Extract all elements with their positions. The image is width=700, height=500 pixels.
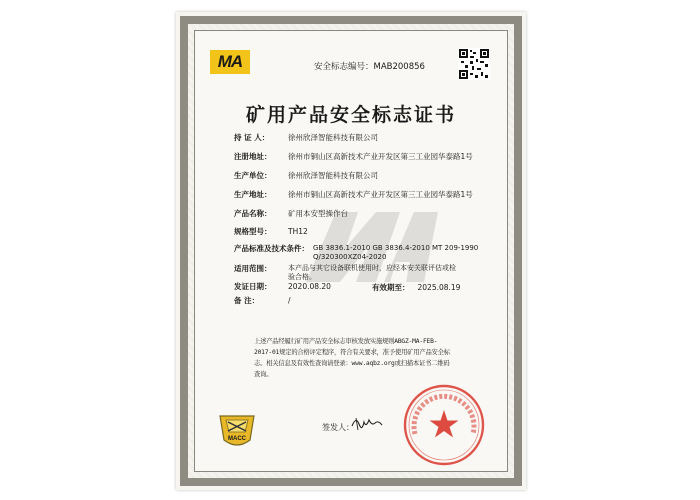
field-label: 产品名称： <box>234 209 272 218</box>
field-issue-date <box>234 282 331 292</box>
compliance-notice: 上述产品经履行矿用产品安全标志审核发放实施规则ABGZ-MA-FEB-2017-01规定的合格评定程序，符合有关要求，准予使用矿用产品安全标志。相关信息及有效性查询请登录：www.aqbz.org或扫描本证书二维码查询。 <box>254 338 450 378</box>
field-value: 徐州欣泽智能科技有限公司 <box>288 133 378 142</box>
field-label: 持 证 人： <box>234 133 270 142</box>
valid-until-value: 2025.08.19 <box>417 283 461 292</box>
valid-until-label: 有效期至： <box>372 283 410 292</box>
field-label: 备 注： <box>234 296 260 305</box>
field-label: 产品标准及技术条件： <box>234 244 309 253</box>
field-label: 适用范围： <box>234 264 272 273</box>
qr-code-icon[interactable] <box>458 48 490 80</box>
field-registered-address <box>234 152 473 162</box>
cert-number-line <box>314 60 425 72</box>
field-value: 本产品与其它设备联机使用时，应经本安关联评估或检验合格。 <box>288 264 456 281</box>
field-production-address <box>234 190 473 200</box>
field-label: 发证日期： <box>234 282 272 291</box>
certificate-title: 矿用产品安全标志证书 <box>245 104 456 126</box>
field-holder <box>234 133 378 143</box>
ma-logo <box>210 50 250 74</box>
field-label: 生产单位： <box>234 171 272 180</box>
signature-icon <box>350 414 384 432</box>
field-value: / <box>288 296 291 305</box>
field-value: 2020.08.20 <box>288 282 331 291</box>
field-product-name <box>234 209 348 219</box>
macc-label: MACC <box>228 436 246 442</box>
field-label: 生产地址： <box>234 190 272 199</box>
field-valid-until <box>372 282 460 293</box>
field-value: 矿用本安型操作台 <box>288 209 348 218</box>
cert-number: MAB200856 <box>373 62 425 72</box>
field-remarks <box>234 296 291 306</box>
field-scope <box>234 264 458 282</box>
signer-label: 签发人： <box>322 423 354 432</box>
field-value: 徐州市铜山区高新技术产业开发区第三工业园华泰路1号 <box>288 152 473 161</box>
cert-number-label: 安全标志编号： <box>314 62 374 72</box>
macc-badge-icon <box>214 410 260 450</box>
field-value: 徐州欣泽智能科技有限公司 <box>288 171 378 180</box>
certificate <box>176 12 526 490</box>
field-standards <box>234 244 483 262</box>
field-manufacturer <box>234 171 378 181</box>
field-label: 规格型号： <box>234 227 272 236</box>
official-seal-icon <box>401 382 487 468</box>
field-value: TH12 <box>288 227 308 236</box>
field-label: 注册地址： <box>234 152 272 161</box>
field-value: 徐州市铜山区高新技术产业开发区第三工业园华泰路1号 <box>288 190 473 199</box>
field-model <box>234 227 308 237</box>
ma-logo-text: MA <box>217 52 243 71</box>
field-value: GB 3836.1-2010 GB 3836.4-2010 MT 209-1990 Q/320300XZ04-2020 <box>313 244 479 261</box>
